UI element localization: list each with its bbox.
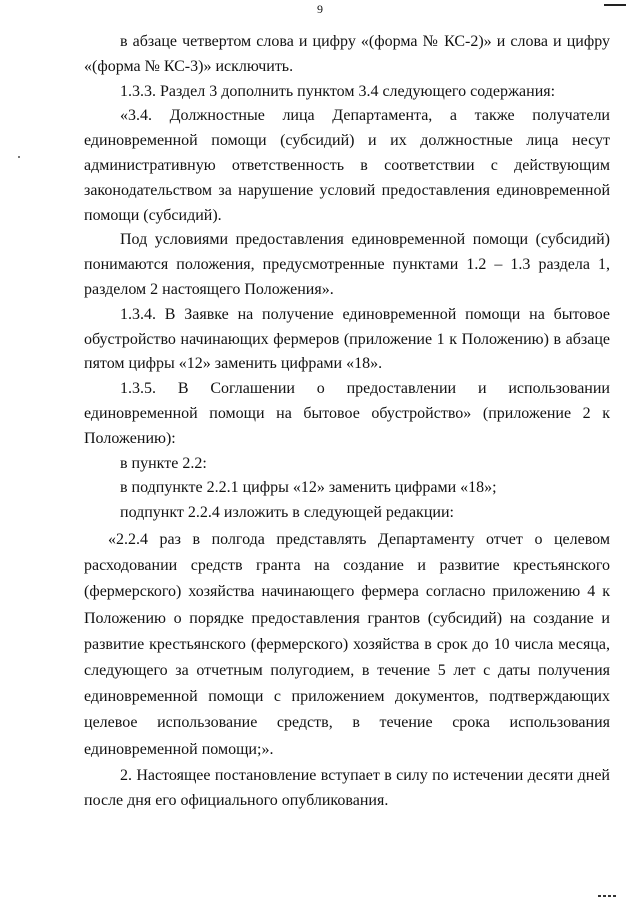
scan-artifact-dot: [18, 156, 20, 158]
paragraph-effective-date: 2. Настоящее постановление вступает в силу по истечении десяти дней после дня его официального опубликования.: [84, 766, 610, 809]
paragraph-conditions: Под условиями предоставления единовременной помощи (субсидий) понимаются положения, предусмотренные пунктами 1.2 – 1.3 раздела 1, разделом 2 настоящего Положения».: [84, 231, 610, 298]
paragraph-point-2-2: в пункте 2.2:: [120, 454, 207, 472]
paragraph-1: в абзаце четвертом слова и цифру «(форма № КС-2)» и слова и цифру «(форма № КС-3)» исключить.: [84, 33, 610, 75]
paragraph-section-1-3-5: 1.3.5. В Соглашении о предоставлении и использовании единовременной помощи на бытовое обустройство» (приложение 2 к Положению):: [84, 380, 610, 447]
paragraph-section-1-3-3: 1.3.3. Раздел 3 дополнить пунктом 3.4 следующего содержания:: [120, 82, 556, 100]
paragraph-section-1-3-4: 1.3.4. В Заявке на получение единовременной помощи на бытовое обустройство начинающих фермеров (приложение 1 к Положению) в абзаце пятом цифры «12» заменить цифрами «18».: [84, 305, 610, 373]
scan-corner-mark-bottom: [598, 895, 618, 897]
paragraph-clause-3-4: «3.4. Должностные лица Департамента, а также получатели единовременной помощи (субсидий) и их должностные лица несут административную ответственность в соответствии с действующим законодательством за нарушение условий предоставления единовременной помощи (субсидий).: [84, 107, 610, 224]
paragraph-subpoint-2-2-4: подпункт 2.2.4 изложить в следующей редакции:: [120, 504, 454, 522]
paragraph-subpoint-2-2-1: в подпункте 2.2.1 цифры «12» заменить цифрами «18»;: [120, 479, 497, 497]
page-number: 9: [317, 2, 323, 16]
document-body: [84, 30, 610, 813]
paragraph-clause-2-2-4-text: «2.2.4 раз в полгода представлять Департаменту отчет о целевом расходовании средств гранта на создание и развитие крестьянского (фермерского) хозяйства начинающего фермера согласно приложению 4 к Положению о порядке предоставления грантов (субсидий) на создание и развитие крестьянского (фермерского) хозяйства в срок до 10 числа месяца, следующего за отчетным полугодием, в течение 5 лет с даты получения единовременной помощи с приложением документов, подтверждающих целевое использование средств, в течение срока использования единовременной помощи;».: [84, 530, 610, 758]
